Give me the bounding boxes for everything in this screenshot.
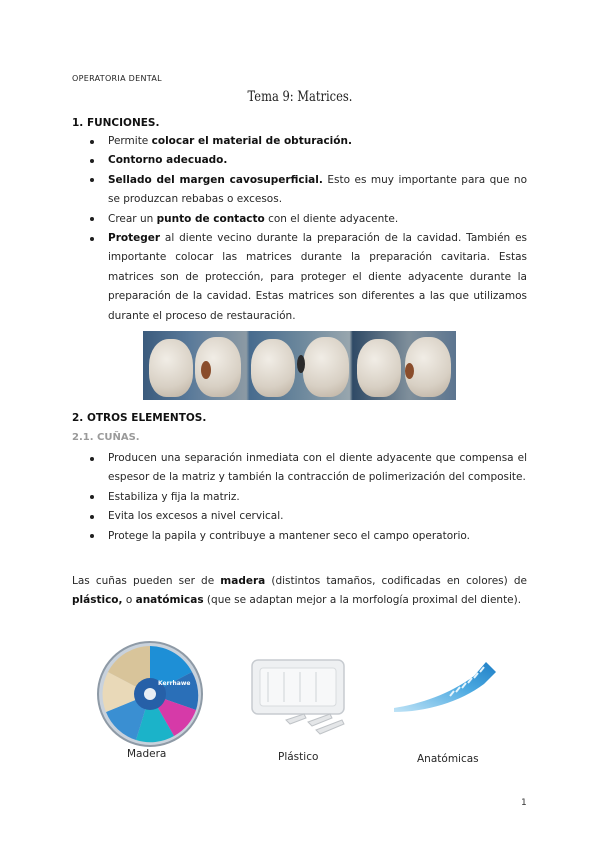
funciones-list: [90, 132, 527, 326]
page-header: OPERATORIA DENTAL: [72, 74, 162, 83]
list-item: Protege la papila y contribuye a mantener seco el campo operatorio.: [90, 527, 527, 546]
wheel-brand-label: Kerrhawe: [158, 680, 191, 687]
list-item: Permite colocar el material de obturación.: [90, 132, 527, 151]
list-item: Producen una separación inmediata con el diente adyacente que compensa el espesor de la matriz y también la contracción de polimerización del composite.: [90, 449, 527, 488]
list-item: Evita los excesos a nivel cervical.: [90, 507, 527, 526]
section-heading-funciones: 1. FUNCIONES.: [72, 117, 160, 129]
caption-madera: Madera: [127, 748, 167, 760]
cunas-list: [90, 449, 527, 546]
section-heading-otros: 2. OTROS ELEMENTOS.: [72, 412, 207, 424]
anatomicas-wedge-image: [390, 658, 500, 714]
subheading-cunas: 2.1. CUÑAS.: [72, 432, 140, 443]
list-item: Crear un punto de contacto con el diente adyacente.: [90, 210, 527, 229]
list-item: Sellado del margen cavosuperficial. Esto es muy importante para que no se produzcan rebabas o excesos.: [90, 171, 527, 210]
dental-photo-strip: [143, 331, 456, 400]
caption-anatomicas: Anatómicas: [417, 753, 479, 765]
madera-wedge-wheel-image: [96, 640, 204, 748]
list-item: Estabiliza y fija la matriz.: [90, 488, 527, 507]
caption-plastico: Plástico: [278, 751, 319, 763]
plastico-wedges-image: [246, 654, 356, 740]
list-item: Proteger al diente vecino durante la preparación de la cavidad. También es importante colocar las matrices durante la preparación cavitaria. Estas matrices son de protección, para proteger el diente adyacente durante la preparación de la cavidad. Estas matrices son diferentes a las que utilizamos durante el proceso de restauración.: [90, 229, 527, 326]
page-number: 1: [521, 798, 527, 808]
cunas-paragraph: Las cuñas pueden ser de madera (distintos tamaños, codificadas en colores) de plástico, o anatómicas (que se adaptan mejor a la morfología proximal del diente).: [72, 575, 527, 607]
list-item: Contorno adecuado.: [90, 151, 527, 170]
page-title: Tema 9: Matrices.: [247, 89, 353, 105]
